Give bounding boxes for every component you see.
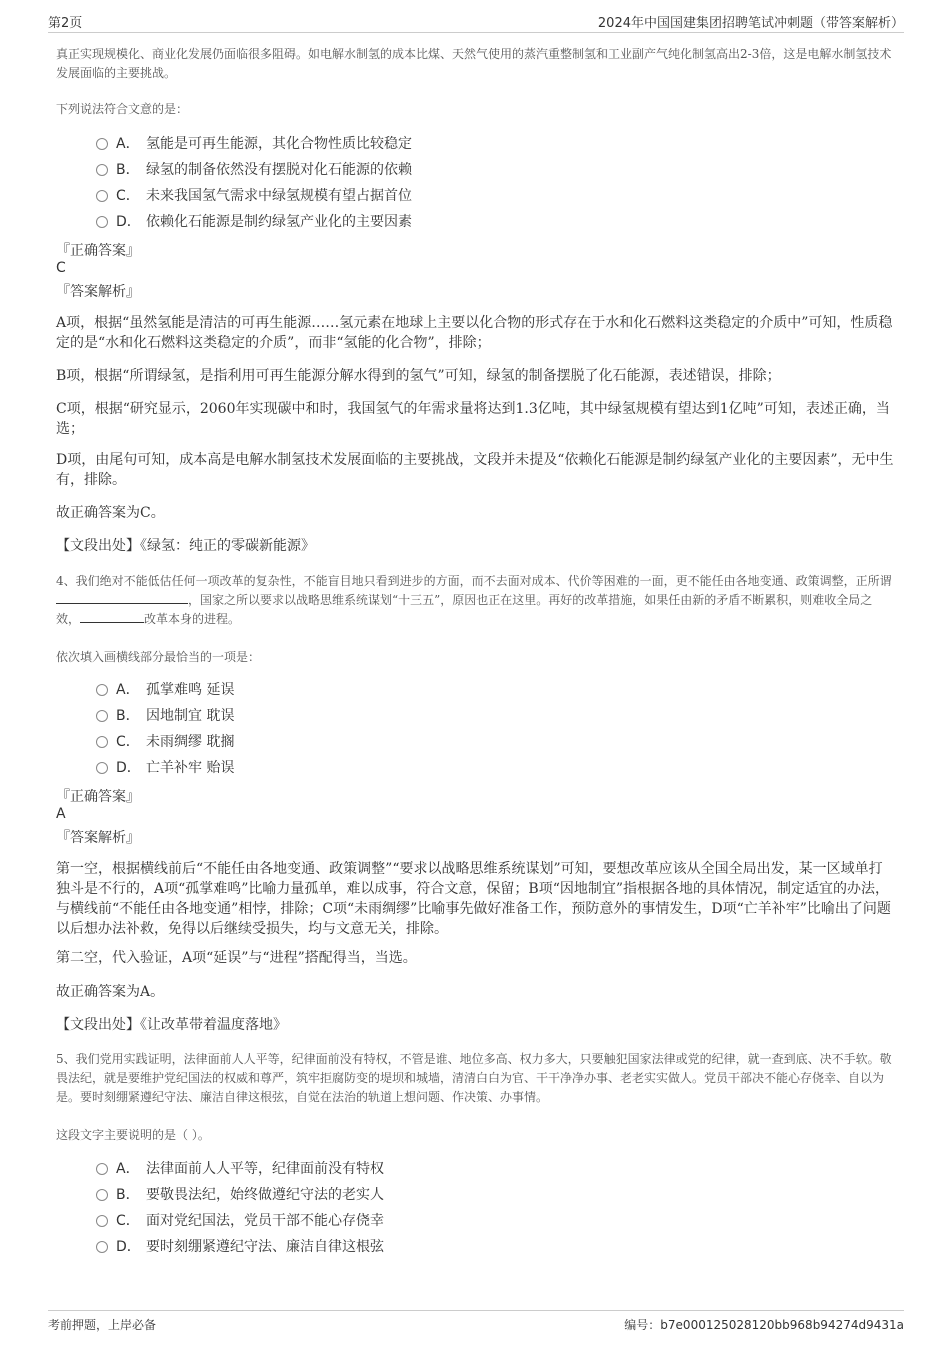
q3-conclusion: 故正确答案为C。 [56,505,165,521]
q4-analysis-1: 第一空，根据横线前后“不能任由各地变通、政策调整”“要求以战略思维系统谋划”可知，要想改革应该从全国全局出发，某一区域单打独斗是不行的，A项“孤掌难鸣”比喻力量孤单，难以成事，符合文意，保留；B项“因地制宜”指根据各地的具体情况，制定适宜的办法，与横线前“不能任由各地变通”相悖，排除；C项“未雨绸缪”比喻事先做好准备工作，预防意外的事情发生，D项“亡羊补牢”比喻出了问题以后想办法补救，免得以后继续受损失，均与文意无关，排除。 [56,861,891,937]
blank-2 [80,610,144,623]
q4-analysis-2: 第二空，代入验证，A项“延误”与“进程”搭配得当，当选。 [56,950,417,966]
radio-icon[interactable] [96,216,108,228]
q3-analysis-a: A项，根据“虽然氢能是清洁的可再生能源……氢元素在地球上主要以化合物的形式存在于水和化石燃料这类稳定的介质中”可知，性质稳定的是“水和化石燃料这类稳定的介质”，而非“氢能的化合物”，排除； [56,315,893,351]
q3-analysis-b: B项，根据“所谓绿氢，是指利用可再生能源分解水得到的氢气”可知，绿氢的制备摆脱了化石能源，表述错误，排除； [56,368,781,384]
radio-icon[interactable] [96,762,108,774]
q3-answer: C [56,260,66,276]
q3-answer-label: 『正确答案』 [56,243,140,259]
q5-passage: 5、我们党用实践证明，法律面前人人平等，纪律面前没有特权，不管是谁、地位多高、权力多大，只要触犯国家法律或党的纪律，就一查到底、决不手软。敬畏法纪，就是要维护党纪国法的权威和尊严，筑牢拒腐防变的堤坝和城墙，清清白白为官、干干净净办事、老老实实做人。党员干部决不能心存侥幸、自以为是。要时刻绷紧遵纪守法、廉洁自律这根弦，自觉在法治的轨道上想问题、作决策、办事情。 [56,1052,892,1104]
q3-option-d[interactable]: D． 依赖化石能源是制约绿氢产业化的主要因素 [96,212,412,232]
q3-option-b[interactable]: B． 绿氢的制备依然没有摆脱对化石能源的依赖 [96,160,412,180]
q4-option-c[interactable]: C． 未雨绸缪 耽搁 [96,732,234,752]
radio-icon[interactable] [96,190,108,202]
q3-passage-tail: 真正实现规模化、商业化发展仍面临很多阻碍。如电解水制氢的成本比煤、天然气使用的蒸汽重整制氢和工业副产气纯化制氢高出2-3倍，这是电解水制氢技术发展面临的主要挑战。 [56,47,892,80]
q4-answer: A [56,806,66,822]
page-number: 第2页 [48,16,83,31]
q5-stem: 这段文字主要说明的是（ ）。 [56,1128,210,1142]
radio-icon[interactable] [96,1215,108,1227]
radio-icon[interactable] [96,684,108,696]
document-title: 2024年中国国建集团招聘笔试冲刺题（带答案解析） [597,16,904,31]
q4-answer-label: 『正确答案』 [56,789,140,805]
q3-analysis-label: 『答案解析』 [56,284,140,300]
blank-1 [56,591,188,604]
q4-source: 【文段出处】《让改革带着温度落地》 [56,1017,287,1033]
page-header [48,10,904,33]
q4-option-b[interactable]: B． 因地制宜 耽误 [96,706,234,726]
radio-icon[interactable] [96,1163,108,1175]
radio-icon[interactable] [96,710,108,722]
footer-slogan: 考前押题，上岸必备 [48,1318,157,1332]
q4-conclusion: 故正确答案为A。 [56,984,165,1000]
q5-option-a[interactable]: A． 法律面前人人平等，纪律面前没有特权 [96,1159,384,1179]
q4-analysis-label: 『答案解析』 [56,830,140,846]
radio-icon[interactable] [96,736,108,748]
radio-icon[interactable] [96,1189,108,1201]
radio-icon[interactable] [96,164,108,176]
radio-icon[interactable] [96,1241,108,1253]
q3-option-c[interactable]: C． 未来我国氢气需求中绿氢规模有望占据首位 [96,186,412,206]
q5-option-d[interactable]: D． 要时刻绷紧遵纪守法、廉洁自律这根弦 [96,1237,384,1257]
q5-option-b[interactable]: B． 要敬畏法纪，始终做遵纪守法的老实人 [96,1185,384,1205]
q3-stem: 下列说法符合文意的是： [56,102,189,116]
page-footer [48,1310,904,1341]
q5-option-c[interactable]: C． 面对党纪国法，党员干部不能心存侥幸 [96,1211,384,1231]
radio-icon[interactable] [96,138,108,150]
q4-option-a[interactable]: A． 孤掌难鸣 延误 [96,680,234,700]
q4-option-d[interactable]: D． 亡羊补牢 贻误 [96,758,234,778]
q3-source: 【文段出处】《绿氢：纯正的零碳新能源》 [56,538,315,554]
q4-stem: 依次填入画横线部分最恰当的一项是： [56,650,261,664]
q4-passage: 4、我们绝对不能低估任何一项改革的复杂性，不能盲目地只看到进步的方面，而不去面对成本、代价等困难的一面，更不能任由各地变通、政策调整，正所谓，国家之所以要求以战略思维系统谋划“十三五”，原因也正在这里。再好的改革措施，如果任由新的矛盾不断累积，则难收全局之效， 改革本身的进程。 [56,574,892,626]
q3-analysis-d: D项，由尾句可知，成本高是电解水制氢技术发展面临的主要挑战，文段并未提及“依赖化石能源是制约绿氢产业化的主要因素”，无中生有，排除。 [56,452,894,488]
q3-analysis-c: C项，根据“研究显示，2060年实现碳中和时，我国氢气的年需求量将达到1.3亿吨，其中绿氢规模有望达到1亿吨”可知，表述正确，当选； [56,401,890,437]
q3-option-a[interactable]: A． 氢能是可再生能源，其化合物性质比较稳定 [96,134,412,154]
document-id: 编号：b7e000125028120bb968b94274d9431a [624,1318,904,1332]
